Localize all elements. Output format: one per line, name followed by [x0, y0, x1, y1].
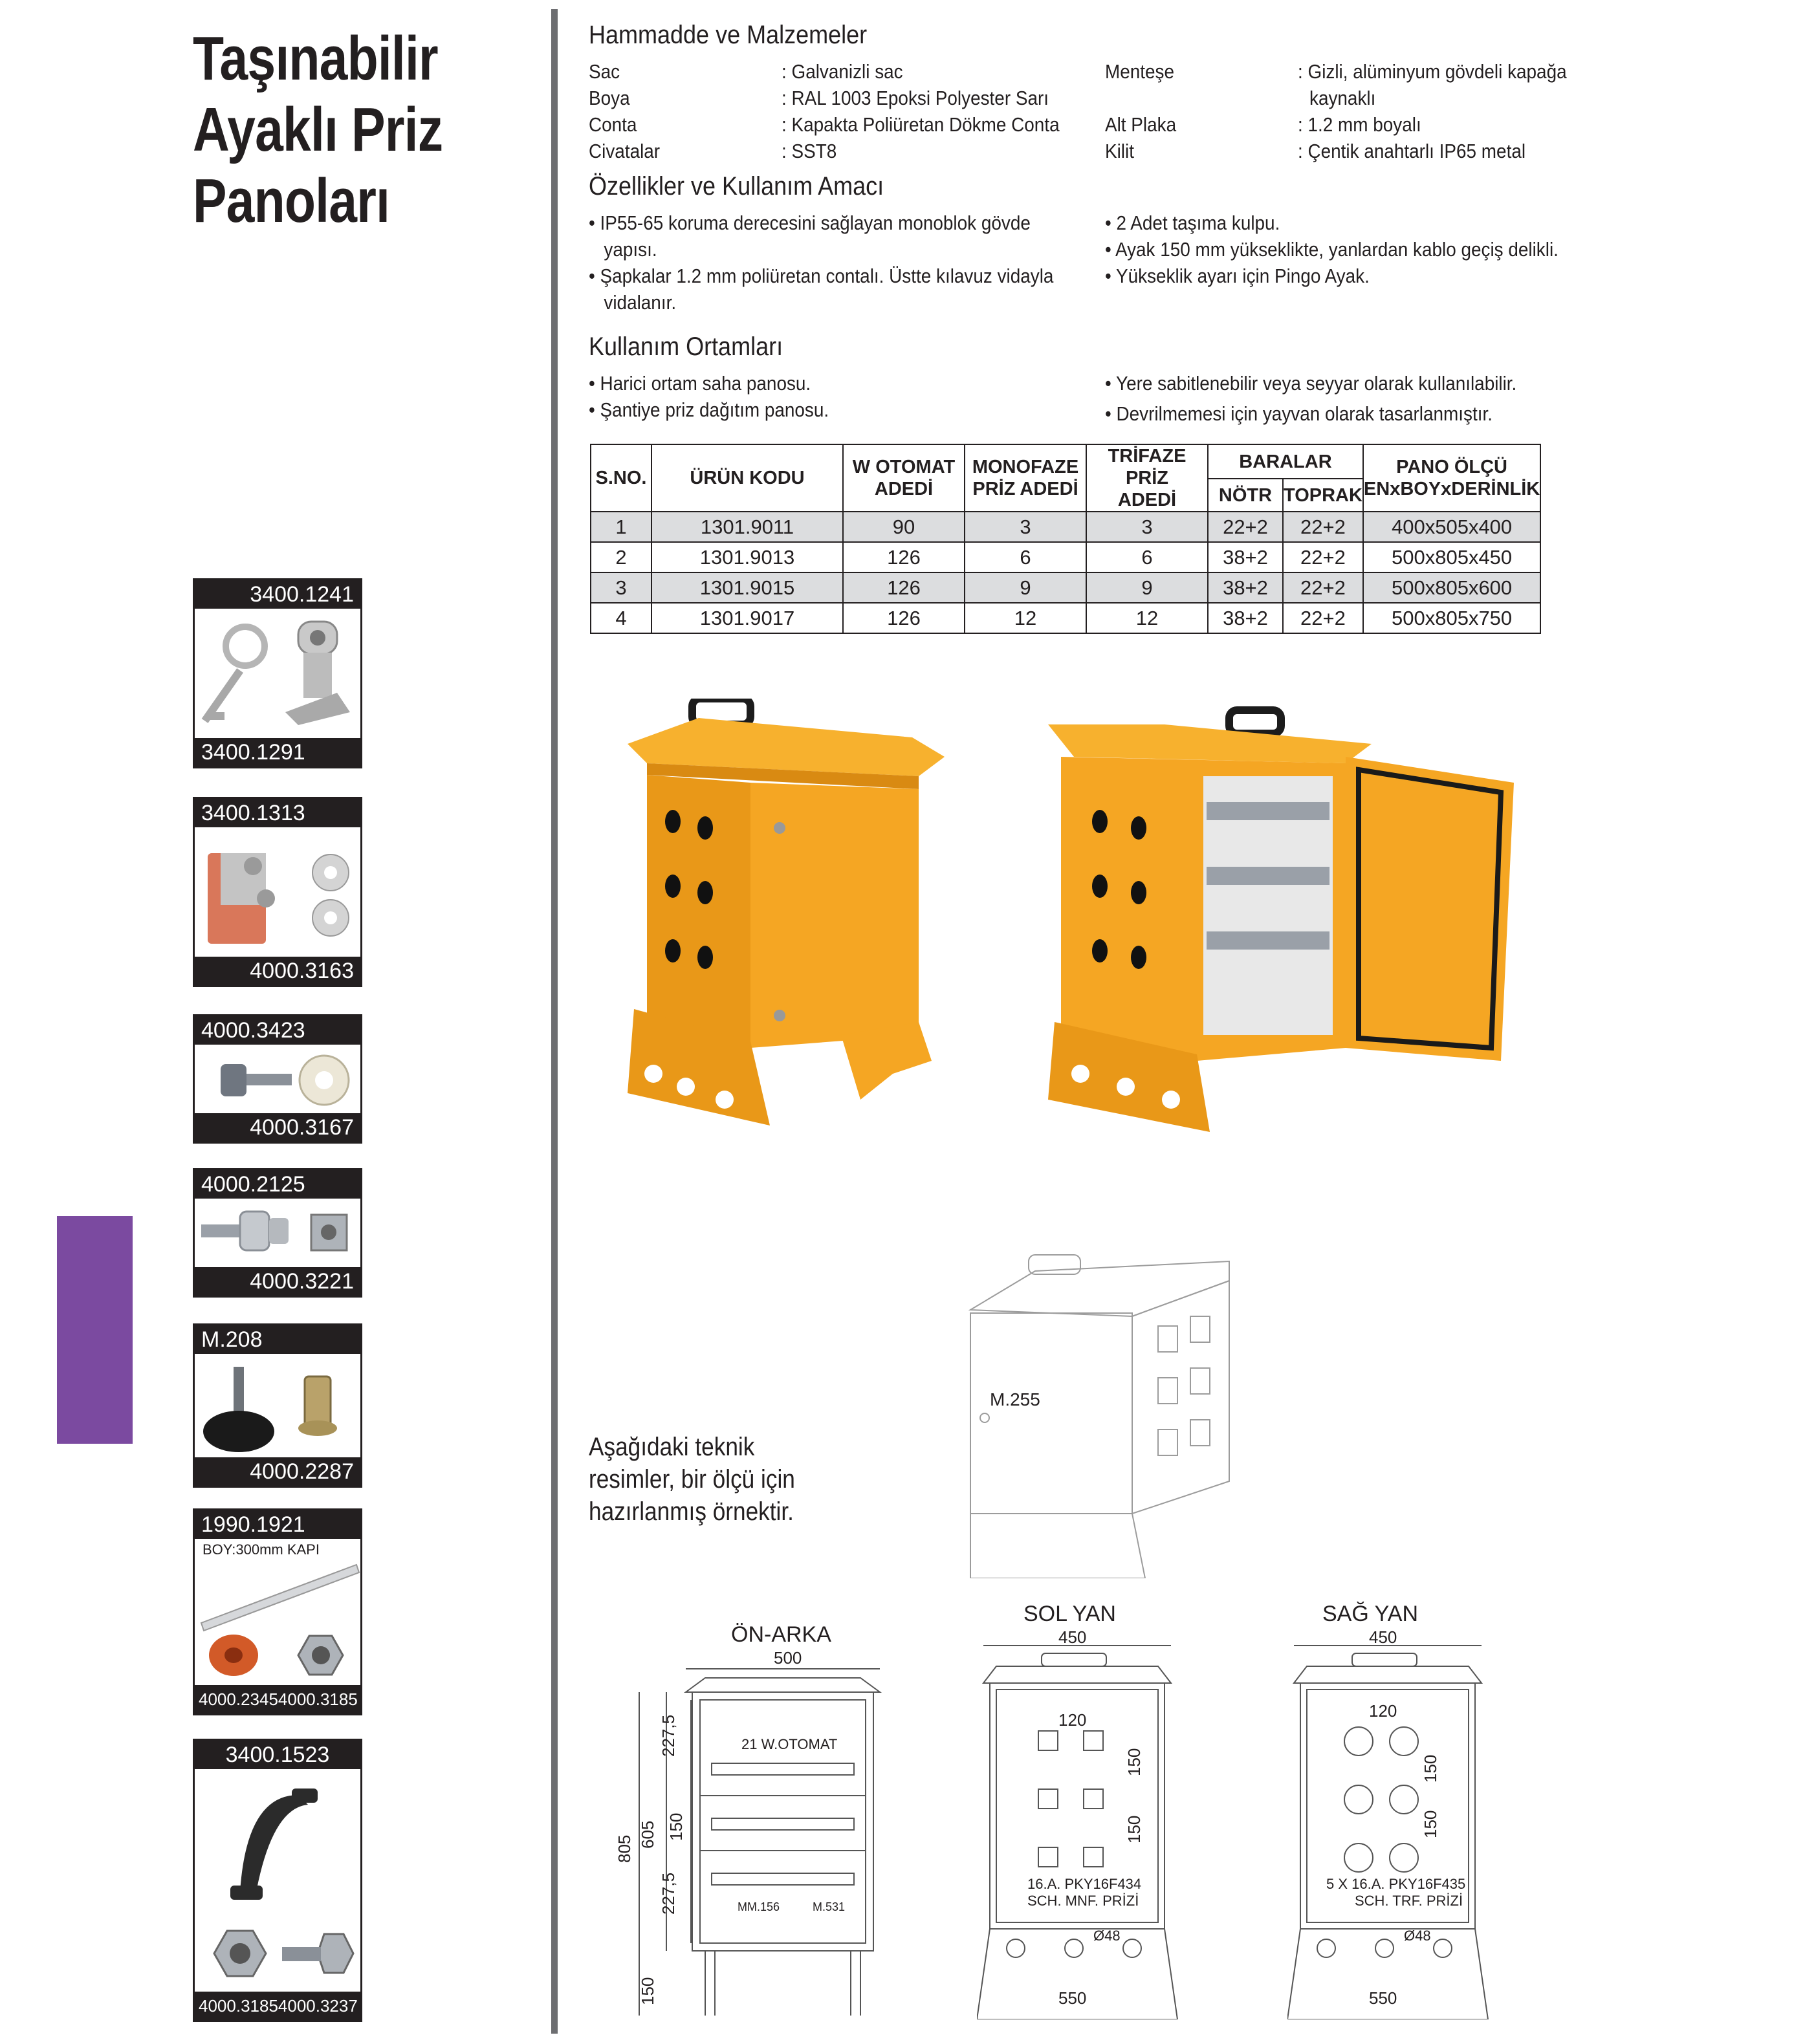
accessory-card: [193, 1323, 362, 1488]
accessory-codes: 4000.2345 4000.3185: [195, 1685, 360, 1713]
materials-right-labels: Menteşe Alt Plaka Kilit: [1105, 60, 1177, 162]
right-side-v2: 150: [1421, 1810, 1440, 1838]
table-row: 4 1301.9017 126 12 12 38+2 22+2 500x805x750: [591, 603, 1540, 633]
section-tab: [57, 1216, 133, 1444]
col-code: ÜRÜN KODU: [651, 444, 843, 512]
gear-washer-icon: [292, 1048, 356, 1113]
accessory-card: [193, 1168, 362, 1298]
materials-left-labels: Sac Boya Conta Civatalar: [589, 60, 661, 162]
spring-icon: [201, 1623, 272, 1684]
features-heading: Özellikler ve Kullanım Amacı: [589, 172, 884, 201]
left-side-v1: 150: [1124, 1748, 1144, 1776]
accessory-code: 4000.3221: [195, 1267, 360, 1296]
cage-nut-icon: [305, 1205, 356, 1263]
accessory-note: BOY:300mm KAPI: [202, 1541, 320, 1558]
col-otomat: W OTOMAT ADEDİ: [843, 444, 965, 512]
accessory-code: 3400.1241: [195, 580, 360, 609]
usage-right: • Yere sabitlenebilir veya seyyar olarak kullanılabilir. • Devrilmemesi için yayvan olarak tasarlanmıştır.: [1105, 372, 1517, 425]
accessory-codes: 4000.3185 4000.3237: [195, 1992, 360, 2020]
product-table: [590, 444, 1541, 634]
right-side-v1: 150: [1421, 1754, 1440, 1783]
accessory-code: 3400.1291: [195, 738, 360, 766]
lock-icon: [279, 615, 356, 732]
accessory-card: [193, 1508, 362, 1715]
usage-heading: Kullanım Ortamları: [589, 332, 783, 361]
table-row: 3 1301.9015 126 9 9 38+2 22+2 500x805x600: [591, 572, 1540, 603]
col-mono: MONOFAZE PRİZ ADEDİ: [965, 444, 1086, 512]
left-side-bottom: 550: [1058, 1988, 1087, 2008]
usage-left: • Harici ortam saha panosu. • Şantiye priz dağıtım panosu.: [589, 372, 829, 421]
left-side-v2: 150: [1124, 1815, 1144, 1843]
nut-icon: [204, 1918, 276, 1989]
front-inner: 605: [638, 1820, 657, 1849]
accessory-code: 4000.3423: [195, 1016, 360, 1045]
table-row: 1 1301.9011 90 3 3 22+2 22+2 400x505x400: [591, 512, 1540, 542]
right-side-hole: Ø48: [1404, 1928, 1431, 1944]
table-row: 2 1301.9013 126 6 6 38+2 22+2 500x805x450: [591, 542, 1540, 572]
right-side-label1: 5 X 16.A. PKY16F435: [1326, 1876, 1466, 1892]
front-d1: 227,5: [659, 1714, 678, 1757]
front-leg: 150: [638, 1977, 657, 2005]
accessory-code: M.208: [195, 1325, 360, 1354]
note-text: Aşağıdaki teknik resimler, bir ölçü için hazırlanmış örnektir.: [589, 1433, 795, 1526]
col-sno: S.NO.: [591, 444, 651, 512]
materials-right-values: : Gizli, alüminyum gövdeli kapağa kaynaklı : 1.2 mm boyalı : Çentik anahtarlı IP65 metal: [1298, 60, 1567, 162]
washer-icon: [305, 847, 356, 950]
cabinet-iso-drawing: [964, 1242, 1242, 1578]
left-side-top: 450: [1058, 1627, 1087, 1647]
features-right: • 2 Adet taşıma kulpu. • Ayak 150 mm yükseklikte, yanlardan kablo geçiş delikli. • Yükseklik ayarı için Pingo Ayak.: [1105, 212, 1559, 287]
materials-left-values: : Galvanizli sac : RAL 1003 Epoksi Polyester Sarı : Kapakta Poliüretan Dökme Conta : SST8: [782, 60, 1060, 162]
accessory-card: [193, 797, 362, 987]
front-d3: 227,5: [659, 1872, 678, 1915]
accessory-code: 4000.3167: [195, 1113, 360, 1142]
accessory-card: [193, 578, 362, 768]
col-toprak: TOPRAK: [1283, 479, 1363, 512]
accessory-code: 3400.1523: [195, 1741, 360, 1769]
col-notr: NÖTR: [1208, 479, 1283, 512]
accessory-code: 1990.1921: [195, 1510, 360, 1539]
accessory-code: 3400.1313: [195, 799, 360, 827]
col-size: PANO ÖLÇÜ ENxBOYxDERİNLİK: [1363, 444, 1540, 512]
right-side-bottom: 550: [1369, 1988, 1397, 2008]
cabinet-closed-image: [621, 699, 957, 1151]
front-title: ÖN-ARKA: [731, 1622, 831, 1647]
left-side-spacing: 120: [1058, 1710, 1087, 1730]
front-d2: 150: [666, 1812, 686, 1841]
right-side-title: SAĞ YAN: [1322, 1602, 1419, 1626]
materials-heading: Hammadde ve Malzemeler: [589, 21, 868, 49]
accessory-card: [193, 1014, 362, 1144]
col-tri: TRİFAZE PRİZ ADEDİ: [1086, 444, 1208, 512]
accessory-code: 4000.3163: [195, 957, 360, 985]
cabinet-open-image: [1035, 699, 1527, 1151]
col-baralar: BARALAR: [1208, 444, 1363, 479]
left-side-hole: Ø48: [1093, 1928, 1121, 1944]
rivet-nut-icon: [292, 1367, 356, 1451]
front-height: 805: [615, 1834, 634, 1863]
right-side-top: 450: [1369, 1627, 1397, 1647]
accessory-card: [193, 1739, 362, 2022]
features-left: • IP55-65 koruma derecesini sağlayan monoblok gövde yapısı. • Şapkalar 1.2 mm poliüretan contalı. Üstte kılavuz vidayla vidalanır.: [589, 212, 1054, 314]
front-m2: M.531: [813, 1900, 846, 1913]
front-width: 500: [774, 1648, 802, 1668]
page-title: Taşınabilir Ayaklı Priz Panoları: [193, 24, 443, 235]
right-side-spacing: 120: [1369, 1701, 1397, 1721]
left-side-title: SOL YAN: [1023, 1602, 1116, 1626]
accessory-code: 4000.2287: [195, 1457, 360, 1486]
nut-icon: [285, 1623, 356, 1684]
accessory-code: 4000.2125: [195, 1170, 360, 1199]
front-m1: MM.156: [738, 1900, 780, 1913]
left-side-label1: 16.A. PKY16F434: [1027, 1876, 1142, 1892]
bolt-icon: [279, 1924, 360, 1989]
left-side-drawing: [977, 1644, 1184, 2019]
right-side-label2: SCH. TRF. PRİZİ: [1355, 1893, 1463, 1909]
right-side-drawing: [1287, 1644, 1494, 2019]
iso-label: M.255: [990, 1389, 1040, 1409]
front-otomat: 21 W.OTOMAT: [741, 1736, 838, 1752]
vertical-divider: [551, 9, 558, 2034]
left-side-label2: SCH. MNF. PRİZİ: [1027, 1893, 1139, 1909]
